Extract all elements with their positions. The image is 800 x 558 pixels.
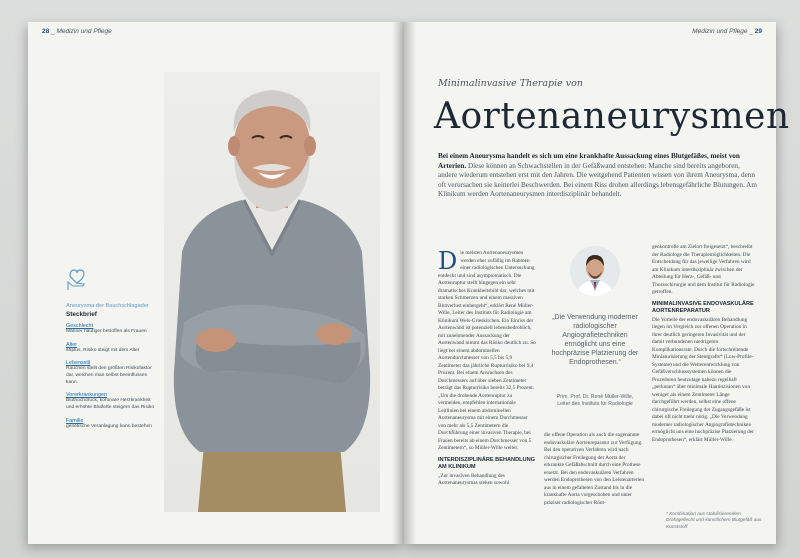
fact-item <box>66 342 158 355</box>
left-folio-separator: _ <box>51 28 57 35</box>
right-section-title: Medizin und Pflege <box>692 28 748 35</box>
fact-text: Männer häufiger betroffen als Frauen <box>66 329 147 335</box>
body-column-3 <box>652 244 756 444</box>
fact-heading: Familie <box>66 417 84 424</box>
sidebar-kicker: Aneurysma der Bauchschlagader <box>66 303 149 309</box>
fact-text: Bluthochdruck, koronare Herzkrankheit und erhöhte Blutfette steigern das Risiko <box>66 398 155 410</box>
column-3-text-2: Die Vorteile der endovaskulären Behandlung liegen im Vergleich zur offenen Operation in ihrer deutlich geringeren Invasivität und der damit verbundenen niedrigeren Komplikationsrate. Durch die fortschreitende Miniaturisierung der Stentgrafts* (Low-Profile-Systeme) und die Weiterentwicklung von Gefäßverschlusssystemen können die Prozeduren heutzutage nahezu regelhaft „perkutan“ über minimale Hautinzisionen von weniger als einem Zentimeter Länge durchgeführt werden, selbst eine offene chirurgische Freilegung der Zugangsgefäße ist dabei oft nicht mehr nötig. „Die Verwendung moderner radiologischer Angiografietechniken ermöglicht uns eine hochpräzise Platzierung der Endoprothesen“, erklärt Müller-Wille. <box>652 316 754 443</box>
hand-heart-icon <box>66 262 88 292</box>
right-folio <box>692 28 762 35</box>
quote-attribution <box>546 394 644 408</box>
article-lead <box>438 152 758 200</box>
fact-text: 65plus, Risiko steigt mit dem Alter <box>66 347 140 353</box>
right-page-number: 29 <box>754 28 762 35</box>
fact-heading: Alter <box>66 341 78 348</box>
column-1-end-text: „Zur invasiven Behandlung des Aortenaneurysmas stehen sowohl <box>438 472 510 487</box>
article-kicker: Minimalinvasive Therapie von <box>438 78 583 89</box>
doctor-portrait <box>570 246 620 296</box>
right-folio-separator: _ <box>749 28 755 35</box>
man-portrait-photo <box>164 72 380 512</box>
fact-heading: Geschlecht <box>66 323 93 330</box>
fact-item <box>66 418 158 431</box>
right-page <box>404 22 790 544</box>
man-illustration <box>164 72 380 512</box>
footnote-caption: * Kombination aus stabilisierendem Drahtgeflecht und künstlichem Blutgefäß aus Kunststoff <box>666 512 762 530</box>
fact-item <box>66 392 158 411</box>
quote-role: Leiter des Instituts für Radiologie <box>557 401 633 408</box>
column-1-text: ie meisten Aortenaneurysmen werden eher zufällig im Rahmen einer radiologischen Untersuchung entdeckt und sind asymptomatisch. Die Aortenruptur stellt hingegen ein sehr dramatisches Krankheitsbild dar, welches mit starken Schmerzen und einem massiven Blutverlust einhergeht“, erklärt René Müller-Wille, Leiter des Instituts für Radiologie am Klinikum Wels-Grieskirchen. Ein Einriss der Aortenwand ist potenziell lebensbedrohlich, mit zunehmender Aussackung der Aortenwand nimmt das Risiko deutlich zu. So liegt bei einem abdominellen Aortendurchmesser von 5,5 bis 5,9 Zentimeter das jährliche Rupturrisiko bei 9,4 Prozent. Bei einem Anwachsen des Durchmessers auf über sieben Zentimeter beträgt das Rupturrisiko bereits 32,5 Prozent. „Um die drohende Aortenruptur zu vermeiden, empfehlen internationale Leitlinien bei einem abdominellen Aortenaneurysma mit einem Durchmesser von mehr als 5,5 Zentimetern die Durchführung einer invasiven Therapie, bei Frauen bereits ab einem Durchmesser von 5 Zentimetern“, so Müller-Wille weiter. <box>438 250 536 452</box>
body-column-1 <box>438 247 536 488</box>
fact-text: Rauchen stellt den größten Risikofaktor dar, welchen man selbst beeinflussen kann. <box>66 366 152 385</box>
left-section-title: Medizin und Pflege <box>56 28 112 35</box>
doctor-illustration <box>570 246 620 296</box>
fact-sidebar <box>66 262 158 436</box>
left-page-number: 28 <box>42 28 50 35</box>
left-page <box>28 22 404 544</box>
subhead-interdisciplinary: INTERDISZIPLINÄRE BEHANDLUNG AM KLINIKUM <box>438 456 535 470</box>
pull-quote: „Die Verwendung moderner radiologischer Angiografietechniken ermöglicht uns eine hochpräzise Platzierung der Endoprothesen.“ <box>551 314 639 366</box>
fact-heading: Vorerkrankungen <box>66 392 108 399</box>
quote-name: Prim. Prof. Dr. René Müller-Wille, <box>556 394 634 400</box>
lead-bold: Bei einem Aneurysma handelt es sich um eine krankhafte Aussackung eines Blutgefäßes, meist von Arterien. <box>438 152 740 170</box>
fact-heading: Lebensstil <box>66 360 91 367</box>
column-3-text: genkontrolle am Zielort freigesetzt“, beschreibt der Radiologe die Therapiemöglichkeiten. Die Entscheidung für das jeweilige Verfahren wird am Klinikum interdisziplinär zwischen der Abteilung für Herz-, Gefäß- und Thoraxchirurgie und dem Institut für Radiologie getroffen. <box>652 244 755 296</box>
left-folio <box>42 28 112 35</box>
article-headline: Aortenaneurysmen <box>434 96 790 137</box>
fact-text: genetische Veranlagung kann bestehen <box>66 423 152 429</box>
subhead-minimally-invasive: MINIMALINVASIVE ENDOVASKULÄRE AORTENREPARATUR <box>652 300 754 314</box>
drop-cap: D <box>438 247 458 275</box>
lead-rest: Diese können an Schwachstellen in der Gefäßwand entstehen: Manche sind bereits angeboren, andere wiederum entstehen erst mit den Jahren. Die weitgehend Patienten wissen von ihrem Aneurysma, denn oft verursachen sie keinerlei Beschwerden. Bei einem Riss drohen allerdings lebensgefährliche Blutungen. Am Klinikum werden Aortenaneurysmen interdisziplinär behandelt. <box>438 161 757 198</box>
fact-item <box>66 323 158 336</box>
body-column-2 <box>544 432 646 507</box>
fact-item <box>66 360 158 386</box>
sidebar-title: Steckbrief <box>66 311 97 319</box>
column-2-text: die offene Operation als auch die sogenannte endovaskuläre Aortenreparatur zur Verfügung. Bei den operativen Verfahren wird nach chirurgischer Freilegung der Aorta der erkrankte Gefäßabschnitt durch eine Prothese ersetzt. Bei den endovaskulären Verfahren werden Endoprothesen von den Leistenarterien aus in einem gefalteten Zustand bis in die krankhafte Aorta vorgeschoben und unter präziser radiologischer Rönt- <box>544 432 645 506</box>
